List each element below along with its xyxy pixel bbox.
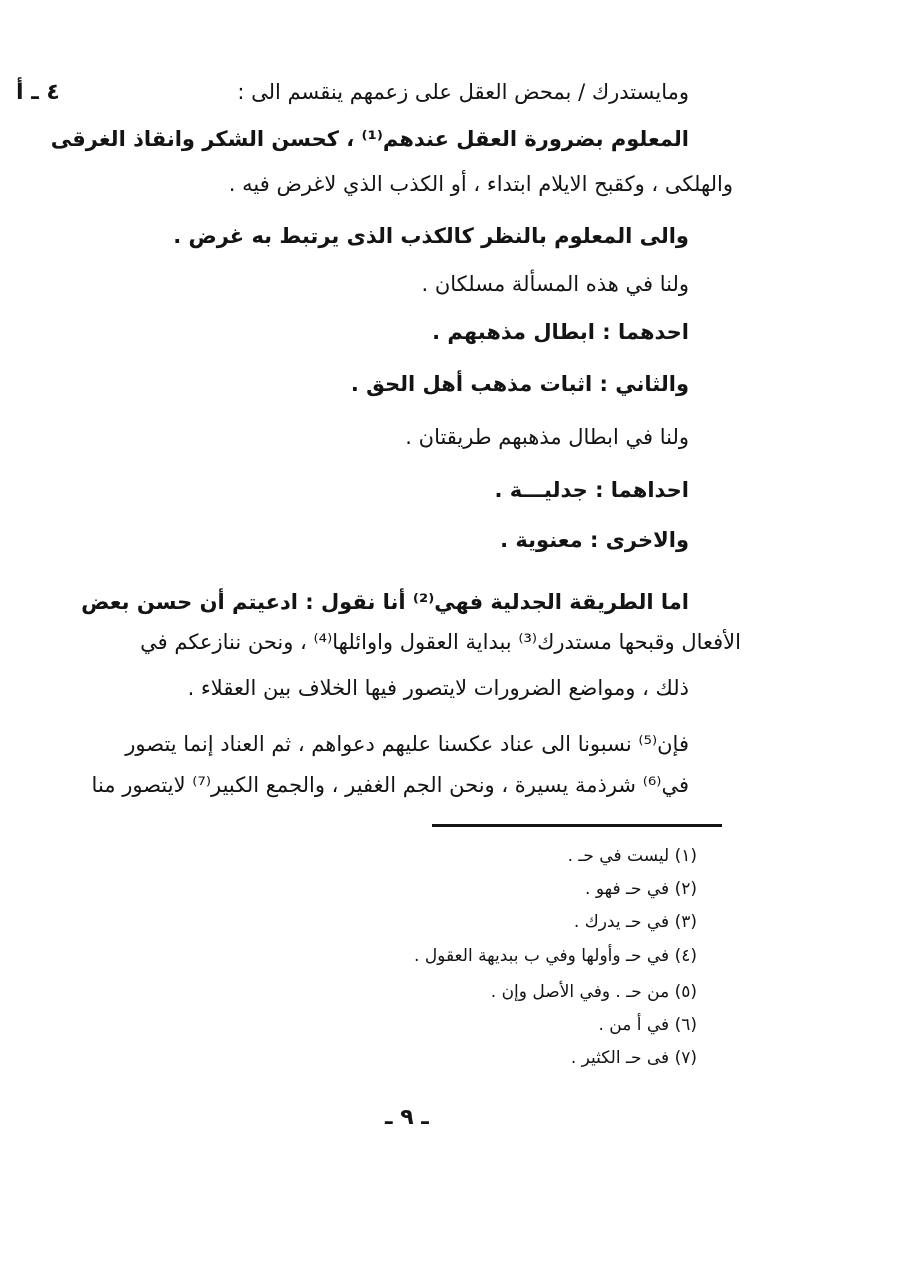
text-line-1: ومايستدرك / بمحض العقل على زعمهم ينقسم الى : (237, 80, 689, 104)
page-number: ـ ٩ ـ (385, 1105, 429, 1130)
footnote-1: (١) ليست في حـ . (567, 846, 697, 866)
text-line-2: المعلوم بضرورة العقل عندهم⁽¹⁾ ، كحسن الشكر وانقاذ الغرقى (50, 127, 689, 151)
text-line-9: احداهما : جدليـــة . (494, 478, 689, 502)
text-line-5: ولنا في هذه المسألة مسلكان . (421, 272, 689, 296)
text-line-12: الأفعال وقبحها مستدرك⁽³⁾ ببداية العقول واوائلها⁽⁴⁾ ، ونحن ننازعكم في (140, 630, 741, 654)
margin-reference: ٤ ـ أ (16, 80, 60, 105)
text-line-15: في⁽⁶⁾ شرذمة يسيرة ، ونحن الجم الغفير ، والجمع الكبير⁽⁷⁾ لايتصور منا (91, 773, 689, 797)
footnote-5: (٥) من حـ . وفي الأصل وإن . (490, 982, 697, 1002)
footnote-3: (٣) في حـ يدرك . (573, 912, 697, 932)
text-line-10: والاخرى : معنوية . (500, 528, 689, 552)
footnote-7: (٧) فى حـ الكثير . (570, 1048, 697, 1068)
text-line-3: والهلكى ، وكقبح الايلام ابتداء ، أو الكذب الذي لاغرض فيه . (228, 172, 733, 196)
text-line-4: والى المعلوم بالنظر كالكذب الذى يرتبط به غرض . (173, 224, 689, 248)
footnote-4: (٤) في حـ وأولها وفي ب ببديهة العقول . (414, 946, 697, 966)
footnote-separator (432, 824, 722, 827)
footnote-2: (٢) في حـ فهو . (585, 879, 697, 899)
text-line-14: فإن⁽⁵⁾ نسبونا الى عناد عكسنا عليهم دعواهم ، ثم العناد إنما يتصور (125, 732, 689, 756)
text-line-13: ذلك ، ومواضع الضرورات لايتصور فيها الخلاف بين العقلاء . (187, 676, 689, 700)
footnote-6: (٦) في أ من . (598, 1015, 697, 1035)
text-line-7: والثاني : اثبات مذهب أهل الحق . (350, 372, 689, 396)
text-line-11: اما الطريقة الجدلية فهي⁽²⁾ أنا نقول : ادعيتم أن حسن بعض (81, 590, 689, 614)
text-line-8: ولنا في ابطال مذهبهم طريقتان . (405, 425, 689, 449)
text-line-6: احدهما : ابطال مذهبهم . (432, 320, 689, 344)
